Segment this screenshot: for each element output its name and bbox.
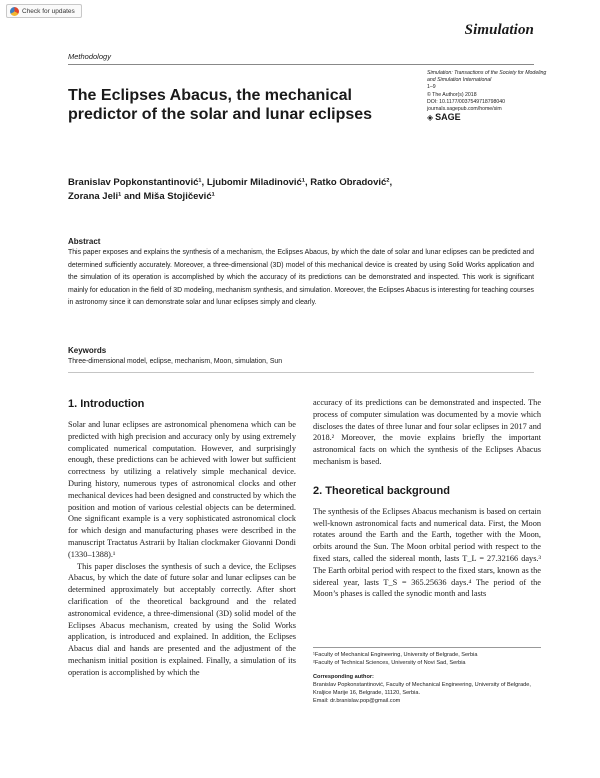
affiliation-1: ¹Faculty of Mechanical Engineering, University of Belgrade, Serbia bbox=[313, 652, 478, 658]
journal-info bbox=[427, 70, 547, 121]
doi-link[interactable]: DOI: 10.1177/0037549718798040 bbox=[427, 98, 506, 105]
article-title: The Eclipses Abacus, the mechanical predictor of the solar and lunar eclipses bbox=[68, 87, 373, 123]
copyright: © The Author(s) 2018 bbox=[427, 91, 477, 98]
author-list bbox=[68, 176, 428, 204]
right-column bbox=[313, 397, 541, 600]
footnotes bbox=[313, 647, 541, 705]
header-rule bbox=[68, 64, 534, 65]
intro-paragraph-3: accuracy of its predictions can be demonstrated and inspected. The process of computer simulation was documented by a movie which discloses the dates of three lunar and four solar eclipses in 2017 and 2018.² Moreover, the movie explains briefly the important astronomical facts on which the synthesis of the Eclipses Abacus mechanism is based. bbox=[313, 398, 541, 466]
section-label: Methodology bbox=[68, 52, 111, 61]
abstract-text: This paper exposes and explains the synthesis of a mechanism, the Eclipses Abacus, by which the date of solar and lunar eclipses can be predicted and determined sufficiently accurately. Moreover, a three-dimensional (3D) model of this mechanical device is created by using Solid Works application and the simulation of its operation is accomplished by which the accuracy of its predictions can be demonstrated and inspected. This work is significant mainly for education in the field of 3D modeling, mechanism synthesis, and simulation. Moreover, the Eclipses Abacus is interesting for teaching courses in astronomy since it can demonstrate solar and lunar eclipses simply and clearly. bbox=[68, 249, 534, 307]
authors-line-1: Branislav Popkonstantinović¹, Ljubomir Miladinović¹, Ratko Obradović², bbox=[68, 177, 393, 188]
check-for-updates-badge[interactable] bbox=[6, 4, 82, 18]
left-column bbox=[68, 397, 296, 679]
abstract-heading: Abstract bbox=[68, 237, 101, 246]
authors-line-2: Zorana Jeli¹ and Miša Stojičević¹ bbox=[68, 191, 215, 202]
intro-paragraph-2: This paper discloses the synthesis of such a device, the Eclipses Abacus, by which the date of future solar and lunar eclipses can be determined approximately but acceptably correctly. After short clarification of the theoretical background and the related astronomical evidence, a three-dimensional (3D) solid model of the Eclipses Abacus mechanism, created by using the Solid Works application, is introduced and explained. In addition, the Eclipses Abacus dial and hands are presented and the adjustment of the mechanism initial position is explained. Finally, a simulation of its operation is accomplished by which the bbox=[68, 561, 296, 677]
abstract-section bbox=[68, 236, 534, 310]
section-divider bbox=[68, 372, 534, 373]
intro-paragraph-1: Solar and lunar eclipses are astronomical phenomena which can be predicted with high precision and accuracy only by using extremely complicated numerical computation. However, and surprisingly enough, these predictions can be achieved with lower but sufficient correctness by utilizing a relatively simple mechanical device. During history, numerous types of astronomical clocks and other mechanical devices had been designed and constructed by which the position and motion of various celestial objects can be determined. One significant example is a very sophisticated astronomical clock for which design and manufacturing phases were described in the manuscript Tractatus Astrarii by Italian clockmaker Giovanni Dondi (1330–1388).¹ bbox=[68, 420, 296, 559]
section-heading-theoretical-background: 2. Theoretical background bbox=[313, 484, 450, 497]
check-for-updates-label: Check for updates bbox=[22, 7, 75, 15]
journal-url[interactable]: journals.sagepub.com/home/sim bbox=[427, 106, 502, 113]
correspondence-block bbox=[313, 673, 541, 705]
crossmark-icon bbox=[10, 7, 19, 16]
corresponding-author-text: Branislav Popkonstantinović, Faculty of Mechanical Engineering, University of Belgrade, Kraljice Marije 16, Belgrade, 11120, Serbia. bbox=[313, 682, 531, 696]
sage-logo-text: SAGE bbox=[435, 112, 461, 123]
sage-logo-icon: ◈ bbox=[427, 113, 434, 123]
affiliation-2: ²Faculty of Technical Sciences, University of Novi Sad, Serbia bbox=[313, 660, 466, 666]
keywords-heading: Keywords bbox=[68, 346, 107, 355]
theory-paragraph-1: The synthesis of the Eclipses Abacus mechanism is based on certain well-known astronomical facts and numerical data. First, the Moon rotates around the Earth and the Earth, together with the Moon, orbits around the Sun. The Moon orbital period with respect to the fixed stars, called the sidereal month, lasts T_L = 27.32166 days.³ The Earth orbital period with respect to the fixed stars, known as the sidereal year, lasts T_S = 365.25636 days.⁴ The period of the Moon’s phases is called the synodic month and lasts bbox=[313, 506, 541, 599]
journal-pages: 1–9 bbox=[427, 84, 436, 91]
corresponding-author-email[interactable]: Email: dr.branislav.pop@gmail.com bbox=[313, 698, 401, 704]
section-heading-introduction: 1. Introduction bbox=[68, 398, 145, 410]
corresponding-author-label: Corresponding author: bbox=[313, 674, 374, 680]
sage-logo bbox=[427, 114, 547, 121]
journal-name: Simulation bbox=[464, 22, 534, 38]
keywords-text: Three-dimensional model, eclipse, mechanism, Moon, simulation, Sun bbox=[68, 358, 283, 365]
journal-full-name: Simulation: Transactions of the Society for Modeling and Simulation International bbox=[427, 70, 547, 84]
keywords-section bbox=[68, 345, 534, 368]
